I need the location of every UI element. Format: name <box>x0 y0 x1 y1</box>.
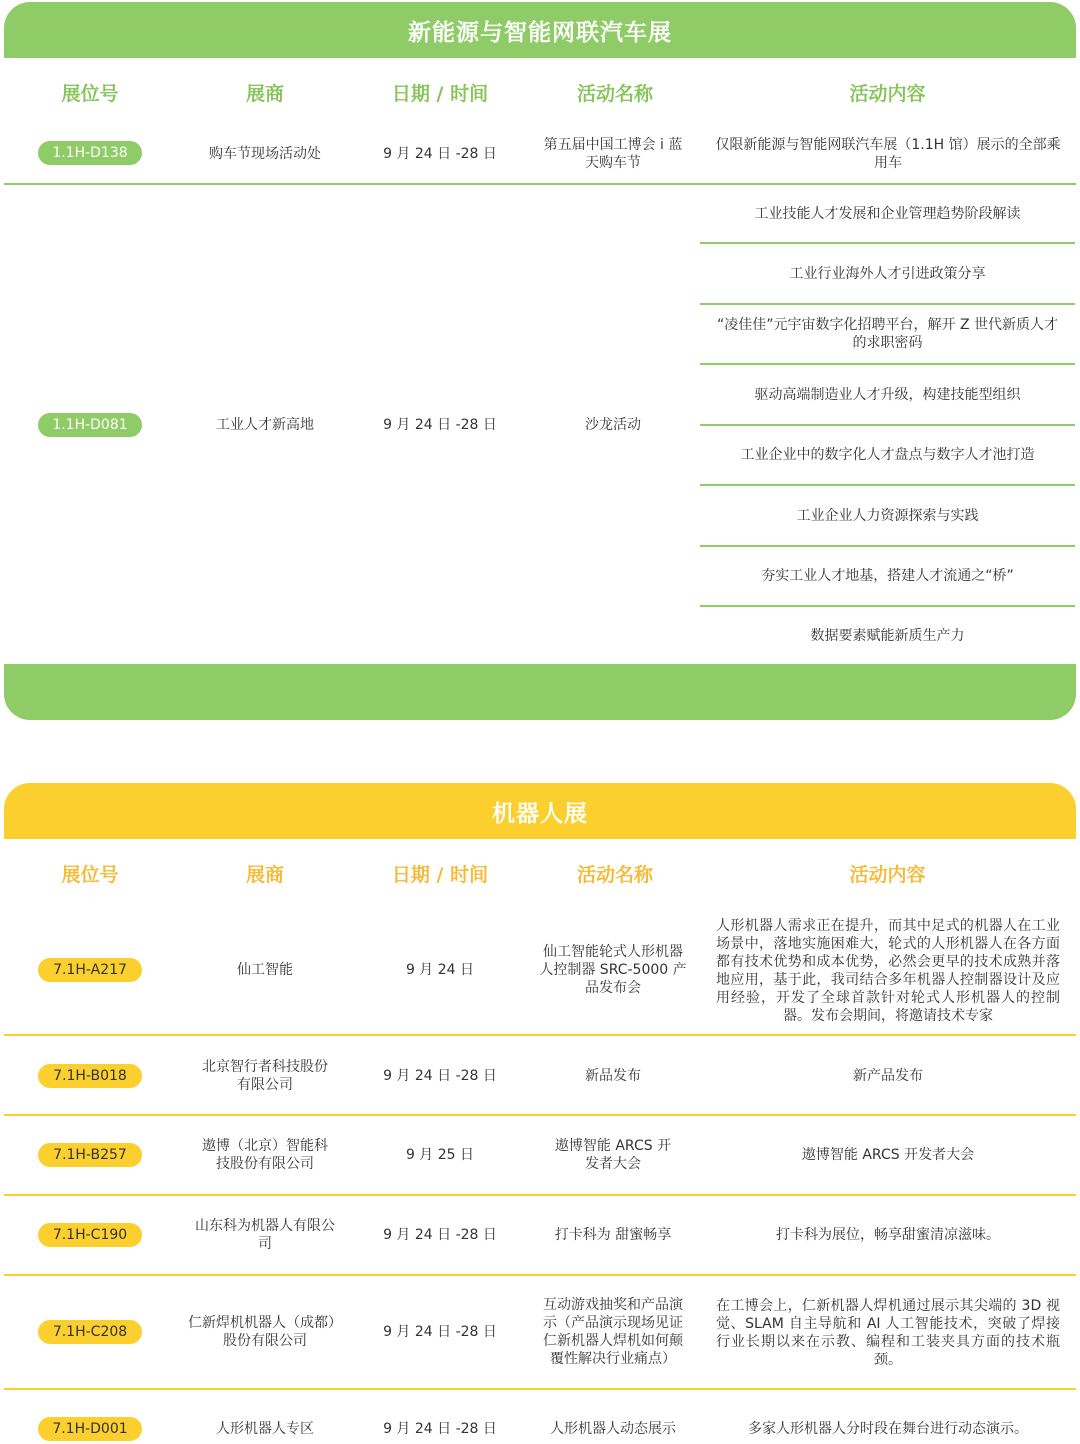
row-divider <box>4 1114 1076 1116</box>
date-cell: 9 月 24 日 -28 日 <box>383 1421 497 1437</box>
content-divider <box>700 363 1075 365</box>
booth-badge: 1.1H-D138 <box>38 141 142 165</box>
activity-cell: 沙龙活动 <box>585 417 641 433</box>
col-header-booth: 展位号 <box>61 864 119 886</box>
content-item: 工业企业人力资源探索与实践 <box>796 508 979 524</box>
content-cell: 多家人形机器人分时段在舞台进行动态演示。 <box>748 1421 1028 1437</box>
col-header-booth: 展位号 <box>61 83 119 105</box>
col-header-content: 活动内容 <box>849 83 926 105</box>
activity-cell: 遨博智能 ARCS 开发者大会 <box>554 1138 672 1172</box>
content-divider <box>700 303 1075 305</box>
date-cell: 9 月 25 日 <box>405 1147 475 1163</box>
activity-cell: 互动游戏抽奖和产品演示（产品演示现场见证仁新机器人焊机如何颠覆性解决行业痛点） <box>543 1297 683 1367</box>
date-cell: 9 月 24 日 -28 日 <box>383 146 497 162</box>
col-header-content: 活动内容 <box>849 864 926 886</box>
content-item: 工业企业中的数字化人才盘点与数字人才池打造 <box>740 447 1035 463</box>
col-header-activity: 活动名称 <box>576 864 653 886</box>
content-divider <box>700 242 1075 244</box>
content-item: 工业技能人才发展和企业管理趋势阶段解读 <box>754 206 1021 222</box>
activity-cell: 第五届中国工博会 i 蓝天购车节 <box>543 137 683 171</box>
section-footer-bar <box>4 664 1076 720</box>
content-item: 驱动高端制造业人才升级，构建技能型组织 <box>754 387 1021 403</box>
date-cell: 9 月 24 日 -28 日 <box>383 417 497 433</box>
booth-badge: 7.1H-B018 <box>38 1064 142 1088</box>
col-header-activity: 活动名称 <box>576 83 653 105</box>
section-title: 机器人展 <box>4 783 1076 839</box>
col-header-date: 日期 / 时间 <box>391 83 489 105</box>
content-cell: 遨博智能 ARCS 开发者大会 <box>801 1147 975 1163</box>
content-item: “凌佳佳”元宇宙数字化招聘平台，解开 Z 世代新质人才的求职密码 <box>717 317 1058 351</box>
content-item: 工业行业海外人才引进政策分享 <box>789 266 986 282</box>
booth-badge: 7.1H-B257 <box>38 1143 142 1167</box>
exhibitor-cell: 山东科为机器人有限公司 <box>195 1218 335 1252</box>
exhibitor-cell: 购车节现场活动处 <box>209 146 321 162</box>
booth-badge: 1.1H-D081 <box>38 413 142 437</box>
activity-cell: 人形机器人动态展示 <box>550 1421 676 1437</box>
date-cell: 9 月 24 日 <box>405 962 475 978</box>
row-divider <box>4 1194 1076 1196</box>
content-cell: 在工博会上，仁新机器人焊机通过展示其尖端的 3D 视觉、SLAM 自主导航和 AI 人工智能技术，突破了焊接行业长期以来在示教、编程和工装夹具方面的技术瓶颈。 <box>716 1298 1060 1368</box>
col-header-date: 日期 / 时间 <box>391 864 489 886</box>
col-header-exhibitor: 展商 <box>245 864 284 886</box>
exhibitor-cell: 工业人才新高地 <box>216 417 314 433</box>
col-header-exhibitor: 展商 <box>245 83 284 105</box>
exhibitor-cell: 北京智行者科技股份有限公司 <box>202 1059 328 1093</box>
row-divider <box>4 183 1076 185</box>
date-cell: 9 月 24 日 -28 日 <box>383 1227 497 1243</box>
activity-cell: 新品发布 <box>585 1068 641 1084</box>
content-cell: 打卡科为展位，畅享甜蜜清凉滋味。 <box>776 1227 1000 1243</box>
activity-cell: 仙工智能轮式人形机器人控制器 SRC-5000 产品发布会 <box>539 944 687 996</box>
content-cell: 新产品发布 <box>853 1068 923 1084</box>
row-divider <box>4 1388 1076 1390</box>
activity-cell: 打卡科为 甜蜜畅享 <box>554 1227 672 1243</box>
content-cell: 人形机器人需求正在提升，而其中足式的机器人在工业场景中，落地实施困难大，轮式的人形机器人在各方面都有技术优势和成本优势，必然会更早的技术成熟并落地应用，基于此，我司结合多年机器人控制器设计及应用经验，开发了全球首款针对轮式人形机器人的控制器。发布会期间，将邀请技术专家 <box>716 918 1060 1024</box>
content-divider <box>700 424 1075 426</box>
row-divider <box>4 1274 1076 1276</box>
row-divider <box>4 1034 1076 1036</box>
content-divider <box>700 545 1075 547</box>
exhibitor-cell: 遨博（北京）智能科技股份有限公司 <box>202 1138 328 1172</box>
content-cell: 仅限新能源与智能网联汽车展（1.1H 馆）展示的全部乘用车 <box>715 137 1061 171</box>
exhibitor-cell: 仁新焊机机器人（成都）股份有限公司 <box>188 1315 342 1349</box>
content-item: 夯实工业人才地基，搭建人才流通之“桥” <box>761 568 1014 584</box>
date-cell: 9 月 24 日 -28 日 <box>383 1068 497 1084</box>
booth-badge: 7.1H-A217 <box>38 958 142 982</box>
exhibitor-cell: 仙工智能 <box>237 962 293 978</box>
booth-badge: 7.1H-D001 <box>38 1417 142 1441</box>
content-item: 数据要素赋能新质生产力 <box>810 628 965 644</box>
content-divider <box>700 484 1075 486</box>
section-title: 新能源与智能网联汽车展 <box>4 2 1076 58</box>
exhibitor-cell: 人形机器人专区 <box>216 1421 314 1437</box>
date-cell: 9 月 24 日 -28 日 <box>383 1324 497 1340</box>
booth-badge: 7.1H-C208 <box>38 1320 142 1344</box>
content-divider <box>700 605 1075 607</box>
booth-badge: 7.1H-C190 <box>38 1223 142 1247</box>
